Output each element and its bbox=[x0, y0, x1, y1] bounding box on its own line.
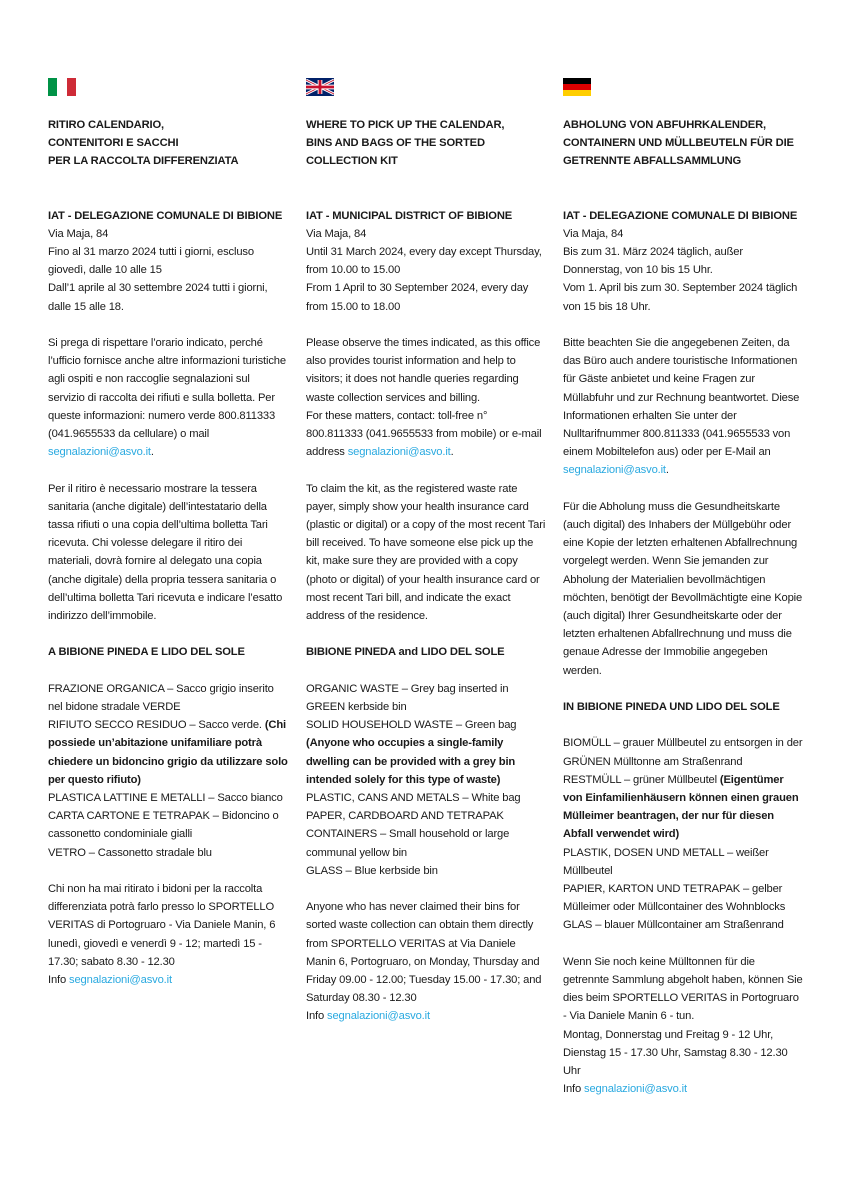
contact-email-link[interactable]: segnalazioni@asvo.it bbox=[48, 446, 151, 459]
waste-glass: GLAS – blauer Müllcontainer am Straßenrand bbox=[563, 919, 784, 932]
contact-email-link[interactable]: segnalazioni@asvo.it bbox=[563, 464, 666, 477]
info-email-link[interactable]: segnalazioni@asvo.it bbox=[327, 1010, 430, 1023]
heading bbox=[563, 116, 803, 171]
punctuation: . bbox=[450, 446, 454, 459]
punctuation: . bbox=[665, 464, 669, 477]
waste-residual-note: (Anyone who occupies a single-family dwelling can be provided with a grey bin intended solely for this type of waste) bbox=[306, 737, 516, 786]
waste-residual bbox=[563, 771, 803, 844]
waste-plastic: PLASTIK, DOSEN UND METALL – weißer Müllbeutel bbox=[563, 846, 769, 877]
waste-paper: PAPIER, KARTON UND TETRAPAK – gelber Mülleimer oder Müllcontainer des Wohnblocks bbox=[563, 883, 786, 914]
waste-residual bbox=[306, 716, 546, 789]
hours-summer: From 1 April to 30 September 2024, every day from 15.00 to 18.00 bbox=[306, 282, 529, 313]
info-email-link[interactable]: segnalazioni@asvo.it bbox=[69, 974, 172, 987]
waste-paper: PAPER, CARDBOARD AND TETRAPAK CONTAINERS – Small household or large communal yellow bin bbox=[306, 810, 510, 859]
office-address: Via Maja, 84 bbox=[306, 227, 367, 240]
waste-residual-note: (Chi possiede un’abitazione unifamiliare potrà chiedere un bidoncino grigio da utilizzare solo per questo rifiuto) bbox=[48, 719, 288, 786]
bin-pickup-info: Anyone who has never claimed their bins for sorted waste collection can obtain them directly from SPORTELLO VERITAS at Via Daniele Manin 6, Portogruaro, on Monday, Thursday and Friday 09.00 - 12.00; Tuesday 15.00 - 17.30; and Saturday 08.30 - 12.30 bbox=[306, 901, 542, 1005]
waste-plastic: PLASTIC, CANS AND METALS – White bag bbox=[306, 792, 521, 805]
contact-note bbox=[563, 334, 803, 480]
punctuation: . bbox=[150, 446, 154, 459]
contact-email-link[interactable]: segnalazioni@asvo.it bbox=[347, 446, 451, 459]
section-title: IN BIBIONE PINEDA UND LIDO DEL SOLE bbox=[563, 701, 780, 714]
info-line bbox=[306, 1007, 546, 1025]
hours-summer: Dall’1 aprile al 30 settembre 2024 tutti i giorni, dalle 15 alle 18. bbox=[48, 282, 268, 313]
heading-line: ABHOLUNG VON ABFUHRKALENDER, bbox=[563, 119, 766, 131]
column-german bbox=[563, 78, 803, 1098]
info-line bbox=[563, 1080, 803, 1098]
hours-winter: Bis zum 31. März 2024 täglich, außer Donnerstag, von 10 bis 15 Uhr. bbox=[563, 246, 743, 277]
info-label: Info bbox=[48, 974, 70, 987]
waste-organic: FRAZIONE ORGANICA – Sacco grigio inserito nel bidone stradale VERDE bbox=[48, 682, 274, 714]
waste-residual-text: RIFIUTO SECCO RESIDUO – Sacco verde. bbox=[48, 719, 265, 732]
column-english bbox=[306, 78, 546, 1026]
info-line bbox=[48, 971, 288, 989]
pickup-instructions: To claim the kit, as the registered waste rate payer, simply show your health insurance card (plastic or digital) or a copy of the most recent Tari bill received. To have someone else pick up the kit, make sure they are provided with a copy (photo or digital) of your health insurance card or most recent Tari bill, and indicate the exact address of the residence. bbox=[306, 482, 546, 623]
waste-residual bbox=[48, 716, 288, 789]
contact-note-text: Si prega di rispettare l’orario indicato, perché l’ufficio fornisce anche altre informazioni turistiche agli ospiti e non raccoglie segnalazioni sul servizio di raccolta dei rifiuti e sulla bolletta. Per queste informazioni: numero verde 800.811333 (041.9655533 da cellulare) o mail bbox=[48, 337, 286, 441]
germany-flag-icon bbox=[563, 78, 591, 96]
info-label: Info bbox=[563, 1083, 585, 1096]
contact-note bbox=[48, 334, 288, 461]
column-italian bbox=[48, 78, 288, 989]
waste-glass: VETRO – Cassonetto stradale blu bbox=[48, 846, 212, 859]
heading-line: WHERE TO PICK UP THE CALENDAR, bbox=[306, 119, 505, 131]
heading-line: PER LA RACCOLTA DIFFERENZIATA bbox=[48, 155, 239, 168]
office-title: IAT - DELEGAZIONE COMUNALE DI BIBIONE bbox=[563, 209, 798, 222]
office-address: Via Maja, 84 bbox=[48, 227, 109, 240]
bin-pickup-info: Wenn Sie noch keine Mülltonnen für die getrennte Sammlung abgeholt haben, können Sie dies beim SPORTELLO VERITAS in Portogruaro - Via Daniele Manin 6 - tun. bbox=[563, 955, 803, 1023]
heading-line: COLLECTION KIT bbox=[306, 155, 398, 168]
info-email-link[interactable]: segnalazioni@asvo.it bbox=[584, 1083, 687, 1096]
heading-line: GETRENNTE ABFALLSAMMLUNG bbox=[563, 155, 742, 168]
waste-residual-note: (Eigentümer von Einfamilienhäusern können einen grauen Mülleimer beantragen, der nur für diesen Abfall verwendet wird) bbox=[563, 773, 799, 841]
office-title: IAT - DELEGAZIONE COMUNALE DI BIBIONE bbox=[48, 209, 283, 222]
heading bbox=[48, 116, 288, 171]
bin-pickup-info: Chi non ha mai ritirato i bidoni per la raccolta differenziata potrà farlo presso lo SPORTELLO VERITAS di Portogruaro - Via Daniele Manin, 6 lunedì, giovedì e venerdì 9 - 12; martedì 15 - 17.30; sabato 8.30 - 12.30 bbox=[48, 883, 276, 968]
pickup-instructions: Für die Abholung muss die Gesundheitskarte (auch digital) des Inhabers der Müllgebühr oder eine Kopie der letzten erhaltenen Abfallrechnung vorgelegt werden. Wenn Sie jemanden zur Abholung der Materialien bevollmächtigen möchten, benötigt der Bevollmächtigte eine Kopie (auch digital) Ihrer Gesundheitskarte oder der letzten erhaltenen Abfallrechnung und muss die genaue Adresse der Immobilie angegeben werden. bbox=[563, 500, 803, 677]
heading-line: CONTENITORI E SACCHI bbox=[48, 137, 179, 150]
contact-note-2 bbox=[306, 407, 546, 462]
contact-note-text: Bitte beachten Sie die angegebenen Zeiten, da das Büro auch andere touristische Informationen für Gäste anbietet und keine Fragen zur Müllabfuhr und zur Rechnung beantwortet. Diese Informationen erhalten Sie unter der Nulltarifnummer 800.811333 (041.9655533 von einem Mobiltelefon aus) oder per E-Mail an bbox=[563, 337, 800, 459]
section-title: BIBIONE PINEDA and LIDO DEL SOLE bbox=[306, 646, 505, 659]
waste-residual-text: RESTMÜLL – grüner Müllbeutel bbox=[563, 773, 720, 786]
waste-plastic: PLASTICA LATTINE E METALLI – Sacco bianco bbox=[48, 792, 283, 805]
waste-organic: ORGANIC WASTE – Grey bag inserted in GREEN kerbside bin bbox=[306, 682, 509, 714]
heading bbox=[306, 116, 546, 171]
waste-organic: BIOMÜLL – grauer Müllbeutel zu entsorgen in der GRÜNEN Mülltonne am Straßenrand bbox=[563, 737, 803, 768]
pickup-instructions: Per il ritiro è necessario mostrare la tessera sanitaria (anche digitale) dell’intestatario della tassa rifiuti o una copia dell’ultima bolletta Tari ricevuta. Chi volesse delegare il ritiro dei materiali, dovrà fornire al delegato una copia (anche digitale) della propria tessera sanitaria o dell’ultima bolletta Tari ricevuta e indicare l’esatto indirizzo dell’immobile. bbox=[48, 482, 283, 623]
heading-line: BINS AND BAGS OF THE SORTED bbox=[306, 137, 485, 150]
contact-note: Please observe the times indicated, as this office also provides tourist information and help to visitors; it does not handle queries regarding waste collection services and billing. bbox=[306, 337, 541, 404]
info-label: Info bbox=[306, 1010, 328, 1023]
hours-winter: Until 31 March 2024, every day except Thursday, from 10.00 to 15.00 bbox=[306, 246, 542, 277]
heading-line: RITIRO CALENDARIO, bbox=[48, 119, 165, 131]
bin-pickup-hours: Montag, Donnerstag und Freitag 9 - 12 Uhr, Dienstag 15 - 17.30 Uhr, Samstag 8.30 - 12.30 Uhr bbox=[563, 1028, 788, 1078]
office-title: IAT - MUNICIPAL DISTRICT OF BIBIONE bbox=[306, 209, 513, 222]
office-address: Via Maja, 84 bbox=[563, 227, 624, 240]
hours-summer: Vom 1. April bis zum 30. September 2024 täglich von 15 bis 18 Uhr. bbox=[563, 282, 798, 313]
waste-paper: CARTA CARTONE E TETRAPAK – Bidoncino o cassonetto condominiale gialli bbox=[48, 810, 279, 841]
uk-flag-icon bbox=[306, 78, 334, 96]
italy-flag-icon bbox=[48, 78, 76, 96]
waste-glass: GLASS – Blue kerbside bin bbox=[306, 864, 438, 877]
waste-residual-text: SOLID HOUSEHOLD WASTE – Green bag bbox=[306, 719, 517, 732]
heading-line: CONTAINERN UND MÜLLBEUTELN FÜR DIE bbox=[563, 137, 794, 150]
hours-winter: Fino al 31 marzo 2024 tutti i giorni, escluso giovedì, dalle 10 alle 15 bbox=[48, 246, 254, 277]
section-title: A BIBIONE PINEDA E LIDO DEL SOLE bbox=[48, 646, 245, 659]
contact-note-text: For these matters, contact: toll-free n° 800.811333 (041.9655533 from mobile) or e-mail address bbox=[306, 409, 542, 459]
